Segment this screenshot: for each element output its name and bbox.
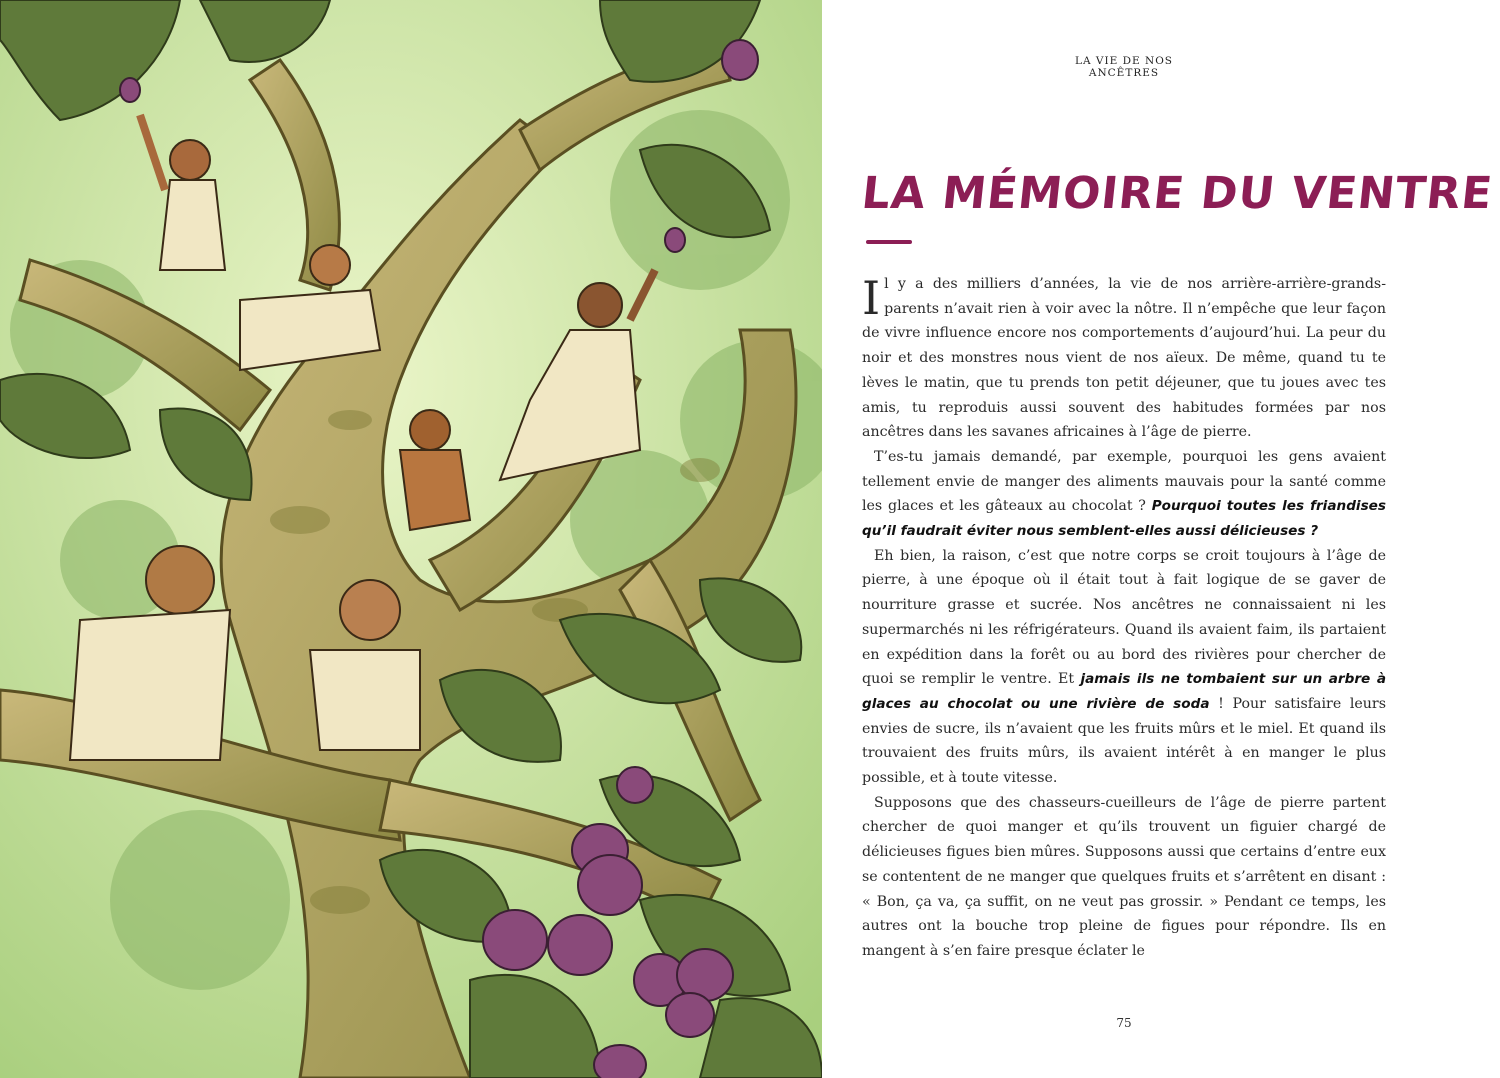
chapter-title: LA MÉMOIRE DU VENTRE [859, 168, 1496, 219]
fig-fruit [120, 78, 140, 102]
paragraph-1 [862, 272, 1386, 445]
title-underline [866, 240, 912, 244]
fig-fruit [617, 767, 653, 803]
paragraph-4-text: Supposons que des chasseurs-cueilleurs de l’âge de pierre partent chercher de quoi manger et qu’ils trouvent un figuier chargé de délicieuses figues bien mûres. Supposons aussi que certains d’entre eux se contentent de ne manger que quelques fruits et s’arrêtent en disant : « Bon, ça va, ça suffit, on ne veut pas grossir. » Pendant ce temps, les autres ont la bouche trop pleine de figues pour répondre. Ils en mangent à s’en faire presque éclater le [862, 794, 1386, 959]
body-text [862, 272, 1386, 964]
paragraph-3-text-a: Eh bien, la raison, c’est que notre corps se croit toujours à l’âge de pierre, à une époque où il était tout à fait logique de se gaver de nourriture grasse et sucrée. Nos ancêtres ne connaissaient ni les supermarchés ni les réfrigérateurs. Quand ils avaient faim, ils partaient en expédition dans la forêt ou au bord des rivières pour chercher de quoi se remplir le ventre. Et [862, 547, 1386, 688]
fig-fruit [722, 40, 758, 80]
drop-cap: I [862, 271, 881, 325]
fig-fruit [483, 910, 547, 970]
fig-fruit [666, 993, 714, 1037]
fig-fruit [548, 915, 612, 975]
highlight-question: Pourquoi toutes les friandises qu’il faudrait éviter nous semblent-elles aussi délicieuses ? [862, 498, 1386, 540]
paragraph-1-text: l y a des milliers d’années, la vie de nos arrière-arrière-grands-parents n’avait rien à voir avec la nôtre. Il n’empêche que leur façon de vivre influence encore nos comportements d’aujourd’hui. La peur du noir et des monstres nous vient de nos aïeux. De même, quand tu te lèves le matin, que tu prends ton petit déjeuner, que tu joues avec tes amis, tu reproduis aussi souvent des habitudes formées par nos ancêtres dans les savanes africaines à l’âge de pierre. [862, 276, 1386, 441]
fig-fruit [594, 1045, 646, 1078]
paragraph-3 [862, 544, 1386, 791]
paragraph-3-text-b: ! Pour satisfaire leurs envies de sucre, ils n’avaient que les fruits mûrs et le miel. Et quand ils trouvaient des fruits mûrs, ils avaient intérêt à en manger le plus possible, et à toute vitesse. [862, 695, 1386, 787]
paragraph-4 [862, 791, 1386, 964]
page-number: 75 [1116, 1016, 1132, 1030]
running-head: LA VIE DE NOS ANCÊTRES [1074, 55, 1174, 79]
paragraph-2 [862, 445, 1386, 544]
highlight-soda: jamais ils ne tombaient sur un arbre à glaces au chocolat ou une rivière de soda [862, 671, 1386, 712]
fig-fruit [665, 228, 685, 252]
text-page [822, 0, 1500, 1078]
fig-fruit [578, 855, 642, 915]
paragraph-2-text: T’es-tu jamais demandé, par exemple, pourquoi les gens avaient tellement envie de manger des aliments mauvais pour la santé comme les glaces et les gâteaux au chocolat ? [862, 448, 1386, 515]
